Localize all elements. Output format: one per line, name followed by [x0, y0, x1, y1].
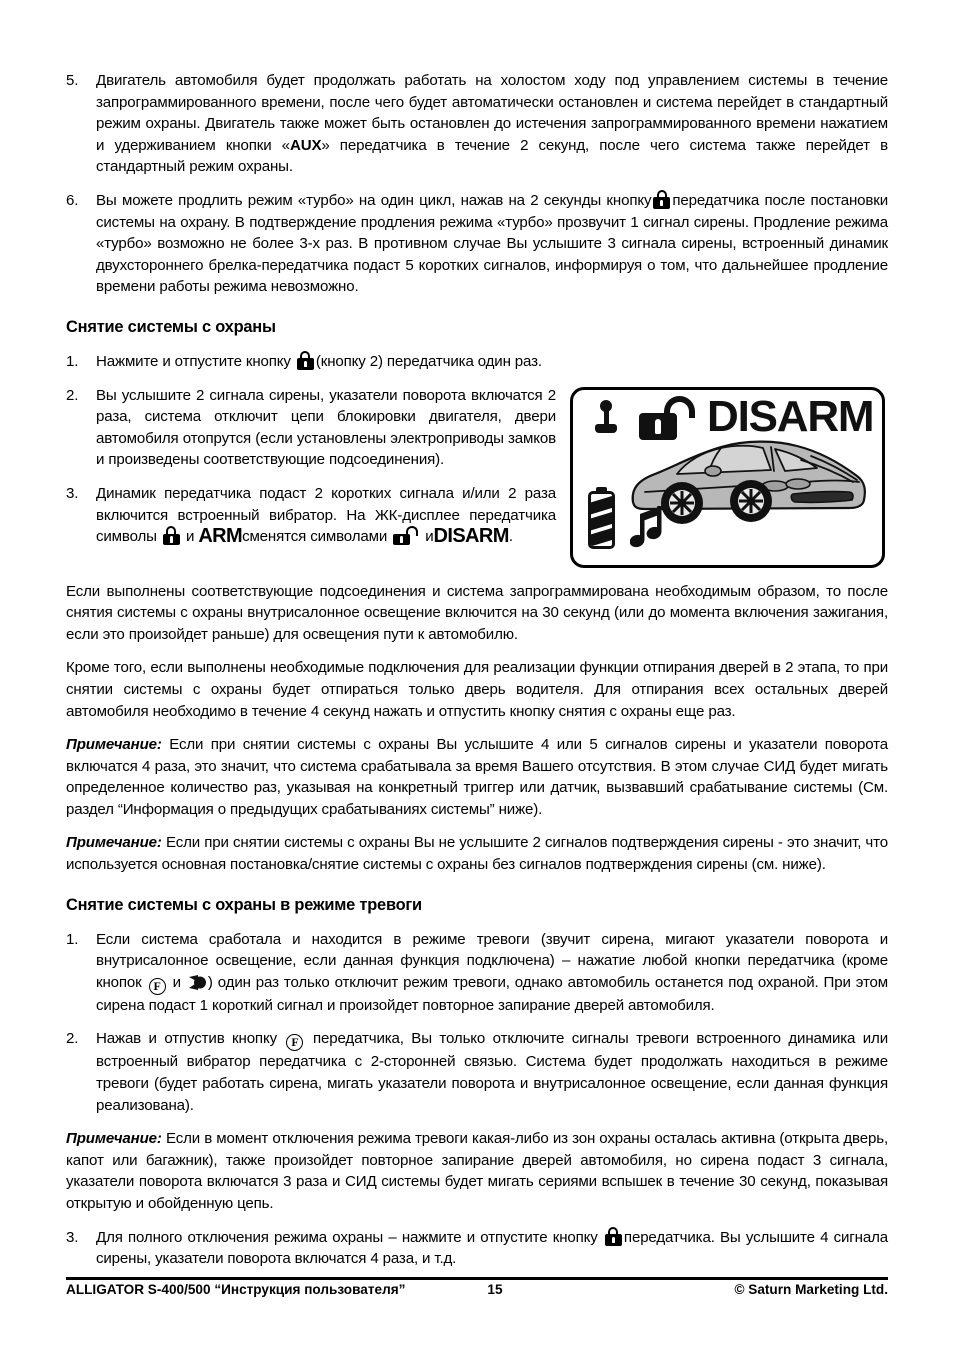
lock-closed-icon [653, 190, 670, 209]
list-item-number: 5. [66, 72, 79, 89]
list-item-text-part-b: » передатчика в течение 2 секунд, после чего система также перейдет в стандартный режим охраны. [96, 136, 889, 176]
list-item-text-part-b: (кнопку 2) передатчика один раз. [315, 352, 542, 370]
list-item-text-part-c: . [508, 528, 513, 546]
list-item-number: 2. [66, 386, 79, 404]
lock-closed-icon [605, 1227, 622, 1246]
aux-button-label: AUX [289, 136, 322, 154]
footer-copyright: © Saturn Marketing Ltd. [734, 1282, 888, 1297]
circle-f-icon: F [286, 1034, 303, 1051]
lcd-status-word: DISARM [707, 391, 874, 441]
list-item-3-alarm [66, 1227, 888, 1270]
list-item-text-part-b: передатчика после постановки системы на охрану. В подтверждение продления режима «турбо» прозвучит 1 сигнал сирены. Продление режима «турбо» возможно не более 3-х раз. В противном случае Вы услышите 3 сигнала сирены, встроенный динамик двухстороннего брелка-передатчика подаст 5 коротких сигналов, информируя о том, что дальнейшее продление времени работы режима невозможно. [96, 191, 888, 296]
note-silent-mode [66, 832, 888, 875]
disarm-word: DISARM [433, 525, 509, 548]
list-item-text-part-a: Нажмите и отпустите кнопку [96, 352, 291, 370]
list-item-number: 6. [66, 191, 79, 209]
list-item-text-part-b: передатчика. Вы услышите 4 сигнала сирены, указатели поворота включатся 4 раза, и т.д. [96, 1228, 888, 1268]
note-label: Примечание: [66, 834, 162, 852]
note-text: Если при снятии системы с охраны Вы не услышите 2 сигналов подтверждения сирены - это значит, что используется основная постановка/снятие системы с охраны без сигналов подтверждения сирены (см. ниже). [66, 834, 888, 874]
list-item-text-part-a: Динамик передатчика подаст 2 коротких сигнала и/или 2 раза включится встроенный вибратор. На ЖК-дисплее передатчика символы [96, 484, 556, 546]
list-item-text-part-a: Нажав и отпустив кнопку [96, 1030, 277, 1048]
list-item-text-part-b: ) один раз только отключит режим тревоги, однако автомобиль останется под охраной. При этом сирена подаст 1 короткий сигнал и произойдет повторное запирание дверей автомобиля. [96, 973, 889, 1014]
list-item-5 [66, 70, 888, 178]
list-item-text: Вы услышите 2 сигнала сирены, указатели поворота включатся 2 раза, система отключит цепи блокировки двигателя, двери автомобиля отопрутся (если установлены электроприводы замков и произведены соответствующие подсоединения). [96, 386, 556, 469]
conjunction: и [425, 528, 434, 546]
list-item-text-part-a: Двигатель автомобиля будет продолжать работать на холостом ходу под управлением системы в течение запрограммированного времени, после чего будет автоматически остановлен и система перейдет в стандартный режим охраны. Двигатель также может быть остановлен до истечения запрограммированного времени нажатием и удерживанием кнопки « [96, 72, 888, 154]
conjunction: и [172, 973, 181, 991]
list-item-number: 3. [66, 1228, 79, 1246]
conjunction: и [185, 528, 195, 546]
list-item-number: 3. [66, 484, 79, 502]
note-label: Примечание: [66, 1130, 162, 1148]
list-item-text-part-a: Для полного отключения режима охраны – нажмите и отпустите кнопку [96, 1228, 598, 1246]
note-label: Примечание: [66, 736, 162, 754]
list-item-text-part-a: Вы можете продлить режим «турбо» на один цикл, нажав на 2 секунды кнопку [96, 191, 652, 209]
footer-divider [66, 1277, 888, 1280]
note-text: Если в момент отключения режима тревоги какая-либо из зон охраны осталась активна (открыта дверь, капот или багажник), также произойдет повторное запирание дверей автомобиля, но сирена подаст 3 сигнала, указатели поворота включатся 3 раза и СИД системы будет мигать сериями вспышек в течение 30 секунд, показывая открытую и обойденную цепь. [66, 1130, 888, 1212]
list-item-1-alarm [66, 929, 888, 1017]
list-item-2-disarm [66, 385, 888, 471]
paragraph-two-stage-unlock: Кроме того, если выполнены необходимые подключения для реализации функции отпирания дверей в 2 этапа, то при снятии системы с охраны будет отпираться только дверь водителя. Для отпирания всех остальных дверей автомобиля необходимо в течение 4 секунд нажать и отпустить кнопку снятия с охраны еще раз. [66, 659, 888, 720]
list-item-number: 2. [66, 1030, 79, 1048]
arm-word: ARM [198, 525, 243, 548]
list-item-number: 1. [66, 930, 79, 948]
horn-icon [188, 974, 206, 991]
lock-closed-icon [163, 526, 180, 545]
page-footer [66, 1277, 888, 1307]
list-item-text-part-b: сменятся символами [242, 528, 388, 546]
note-previous-triggers [66, 734, 888, 820]
list-item-3-disarm [66, 483, 888, 548]
lock-open-icon [393, 526, 419, 545]
lock-closed-icon [297, 351, 314, 370]
list-item-6 [66, 190, 888, 298]
list-item-number: 1. [66, 352, 79, 370]
list-item-text-part-b: передатчика, Вы только отключите сигналы тревоги встроенного динамика или встроенный вибратор передатчика с 2-сторонней связью. Система будет продолжать находиться в режиме тревоги (будет работать сирена, мигать указатели поворота и внутрисалонное освещение, если данная функция реализована). [96, 1030, 888, 1114]
paragraph-interior-light: Если выполнены соответствующие подсоединения и система запрограммирована необходимым образом, то после снятия системы с охраны внутрисалонное освещение включится на 30 секунд (или до момента включения зажигания, если это произойдет раньше) для освещения пути к автомобилю. [66, 582, 888, 643]
section-heading-disarm-alarm: Снятие системы с охраны в режиме тревоги [66, 895, 422, 914]
footer-product-title: ALLIGATOR S-400/500 “Инструкция пользователя” [66, 1282, 406, 1297]
note-active-zone [66, 1128, 888, 1214]
list-item-1-disarm [66, 351, 888, 373]
section-heading-disarm: Снятие системы с охраны [66, 317, 276, 336]
note-text: Если при снятии системы с охраны Вы услышите 4 или 5 сигналов сирены и указатели поворота включатся 4 раза, это значит, что система срабатывала за время Вашего отсутствия. В этом случае СИД будет мигать определенное количество раз, указывая на конкретный триггер или датчик, вызвавший срабатывание системы (См. раздел “Информация о предыдущих срабатываниях системы” ниже). [66, 736, 888, 818]
circle-f-icon: F [149, 978, 166, 995]
page-number: 15 [487, 1282, 503, 1297]
list-item-text-part-a: Если система сработала и находится в режиме тревоги (звучит сирена, мигают указатели поворота и внутрисалонное освещение, если данная функция подключена) – нажатие любой кнопки передатчика (кроме кнопок [96, 930, 888, 991]
list-item-2-alarm [66, 1028, 888, 1116]
